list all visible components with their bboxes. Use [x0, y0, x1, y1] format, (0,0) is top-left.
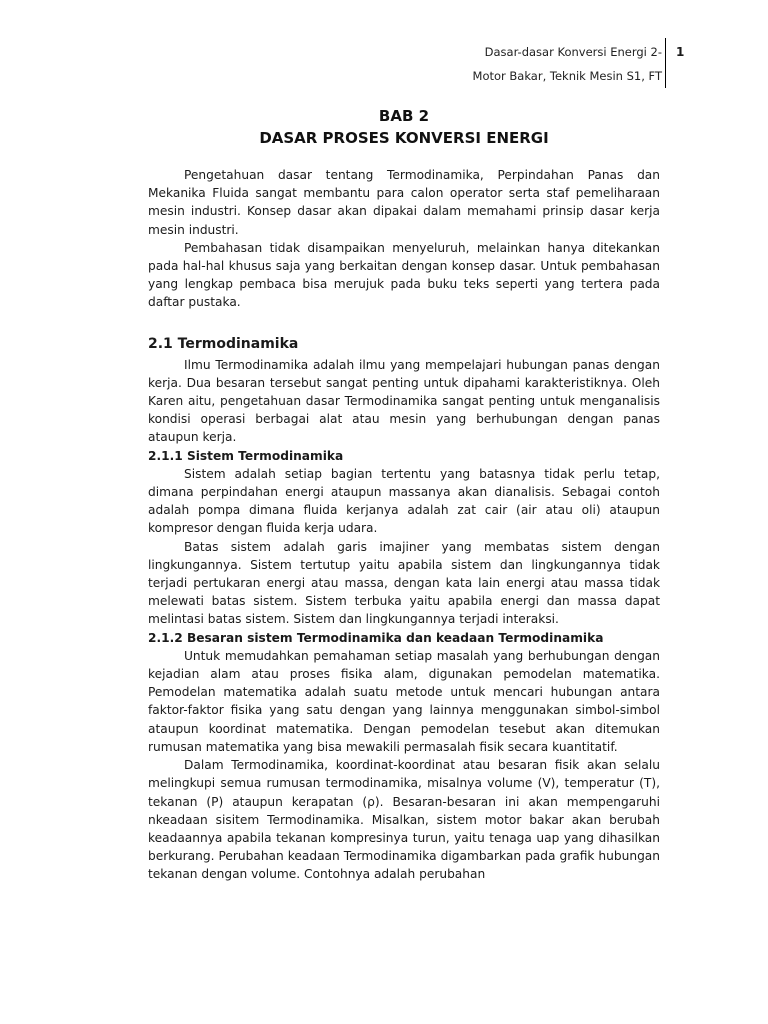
page-number: 1: [676, 45, 685, 59]
subsection-heading-2-1-2: 2.1.2 Besaran sistem Termodinamika dan keadaan Termodinamika: [148, 630, 604, 645]
chapter-title-block: [148, 105, 660, 149]
section-gap: [148, 312, 660, 332]
section-heading-2-1: 2.1 Termodinamika: [148, 335, 299, 352]
chapter-number: BAB 2: [378, 107, 430, 125]
header-program: Motor Bakar, Teknik Mesin S1, FT: [472, 69, 662, 83]
subsection-2-1-2-paragraph-2: Dalam Termodinamika, koordinat-koordinat atau besaran fisik akan selalu melingkupi semua rumusan termodinamika, misalnya volume (V), temperatur (T), tekanan (P) ataupun kerapatan (ρ). Besaran-besaran ini akan mempengaruhi nkeadaan sisitem Termodinamika. Misalkan, sistem motor bakar akan berubah keadaannya apabila tekanan kompresinya turun, yaitu tenaga uap yang dihasilkan berkurang. Perubahan keadaan Termodinamika digambarkan pada grafik hubungan tekanan dengan volume. Contohnya adalah perubahan: [148, 758, 660, 882]
document-body: [148, 166, 660, 884]
chapter-title: DASAR PROSES KONVERSI ENERGI: [259, 129, 549, 147]
subsection-2-1-2-paragraph-1: Untuk memudahkan pemahaman setiap masalah yang berhubungan dengan kejadian alam atau proses fisika alam, digunakan pemodelan matematika. Pemodelan matematika adalah suatu metode untuk mencari hubungan antara faktor-faktor fisika yang satu dengan yang lainnya menggunakan simbol-simbol ataupun koordinat matematika. Dengan pemodelan tesebut akan ditemukan rumusan matematika yang bisa mewakili permasalah fisik secara kuantitatif.: [148, 648, 660, 754]
section-2-1-paragraph-1: Ilmu Termodinamika adalah ilmu yang mempelajari hubungan panas dengan kerja. Dua besaran tersebut sangat penting untuk dipahami karakteristiknya. Oleh Karen aitu, pengetahuan dasar Termodinamika sangat penting untuk menganalisis kondisi operasi berbagai alat atau mesin yang berhubungan dengan panas ataupun kerja.: [148, 357, 660, 445]
subsection-2-1-1-paragraph-1: Sistem adalah setiap bagian tertentu yang batasnya tidak perlu tetap, dimana perpindahan energi ataupun massanya akan dianalisis. Sebagai contoh adalah pompa dimana fluida kerjanya adalah zat cair (air atau oli) ataupun kompresor dengan fluida kerja udara.: [148, 466, 660, 536]
intro-paragraph-2: Pembahasan tidak disampaikan menyeluruh, melainkan hanya ditekankan pada hal-hal khusus saja yang berkaitan dengan konsep dasar. Untuk pembahasan yang lengkap pembaca bisa merujuk pada buku teks seperti yang tertera pada daftar pustaka.: [148, 240, 660, 310]
header-course-title: Dasar-dasar Konversi Energi 2-: [484, 45, 662, 59]
subsection-heading-2-1-1: 2.1.1 Sistem Termodinamika: [148, 448, 344, 463]
intro-paragraph-1: Pengetahuan dasar tentang Termodinamika, Perpindahan Panas dan Mekanika Fluida sangat membantu para calon operator serta staf pemeliharaan mesin industri. Konsep dasar akan dipakai dalam memahami prinsip dasar kerja mesin industri.: [148, 168, 660, 237]
header-divider: [665, 38, 666, 88]
running-header: [0, 40, 662, 88]
subsection-2-1-1-paragraph-2: Batas sistem adalah garis imajiner yang membatas sistem dengan lingkungannya. Sistem tertutup yaitu apabila sistem dan lingkungannya tidak terjadi pertukaran energi atau massa, dengan kata lain energi atau massa tidak melewati batas sistem. Sistem terbuka yaitu apabila energi dan massa dapat melintasi batas sistem. Sistem dan lingkungannya terjadi interaksi.: [148, 539, 660, 627]
